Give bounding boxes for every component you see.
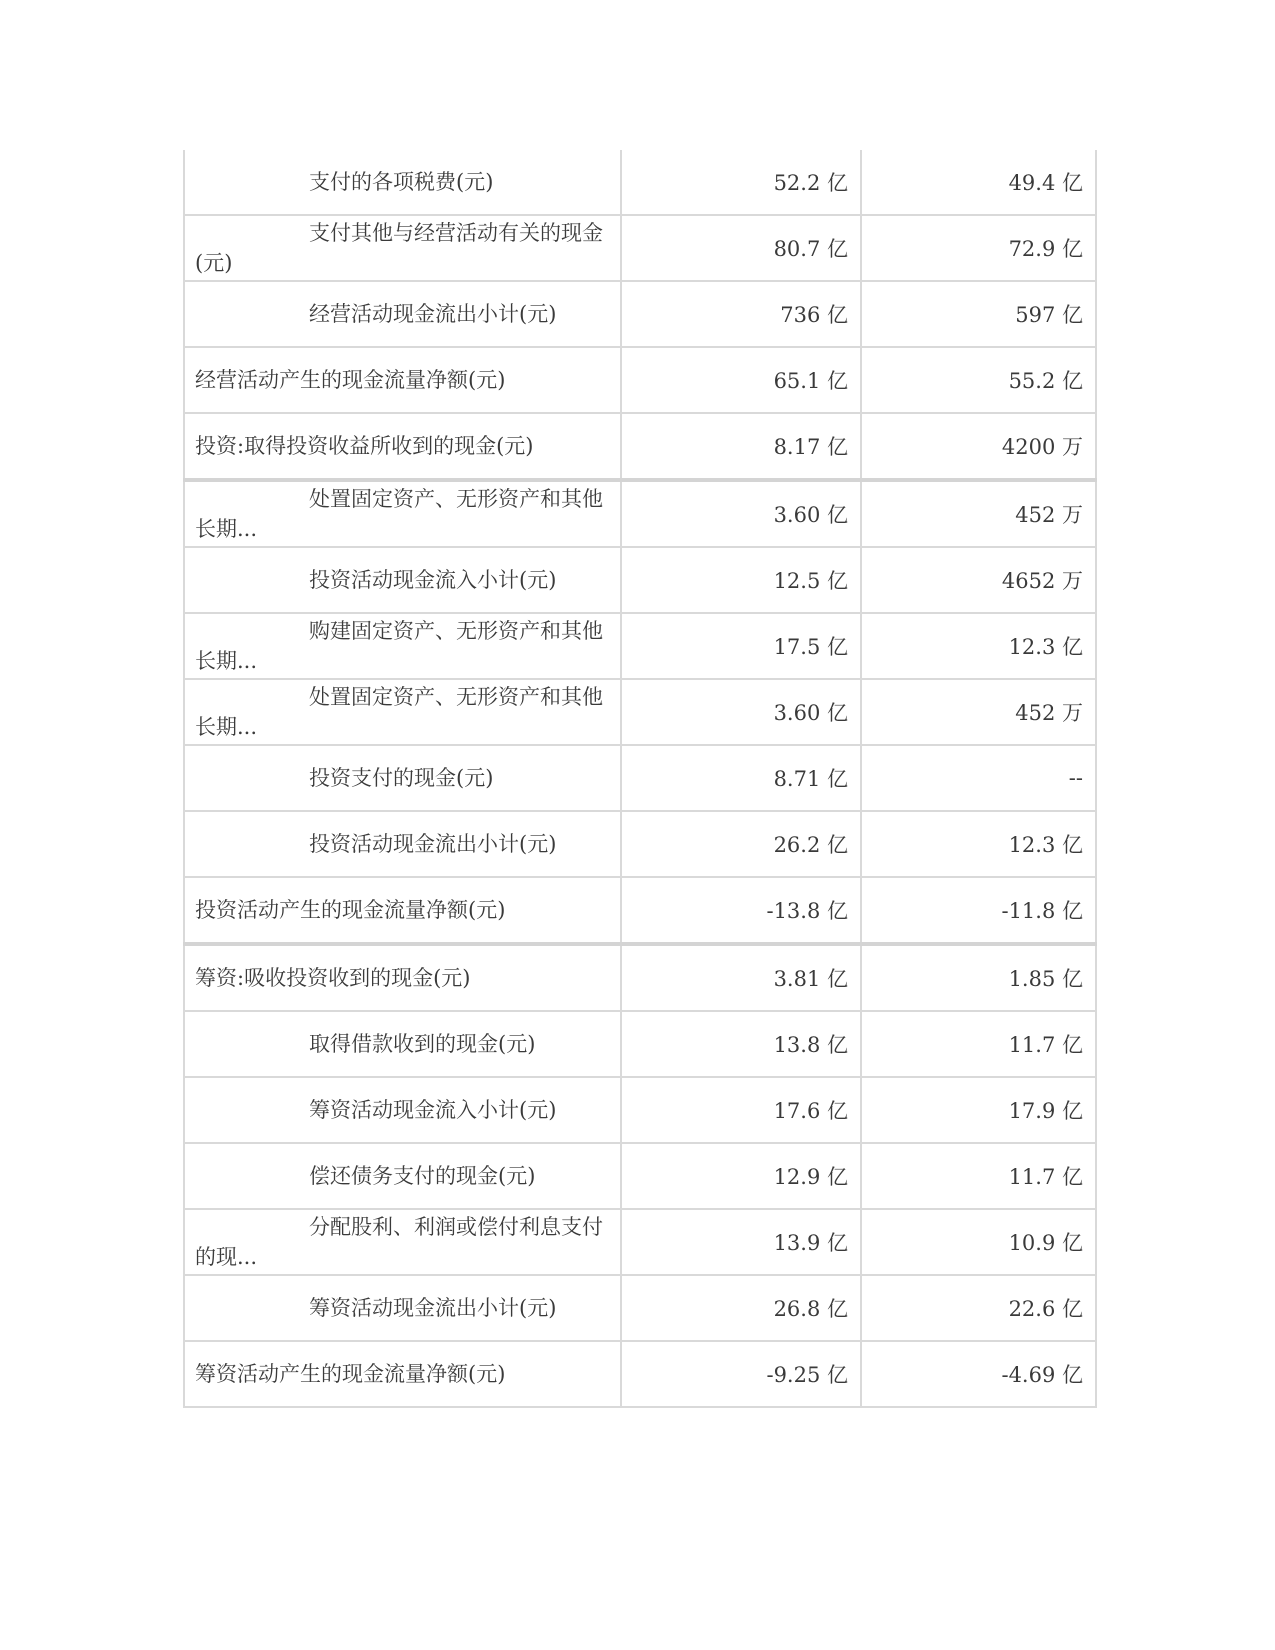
current-period-value: 736 亿 xyxy=(621,281,861,347)
table-row xyxy=(184,347,1096,413)
row-label: 分配股利、利润或偿付利息支付的现... xyxy=(184,1209,621,1275)
row-label: 经营活动产生的现金流量净额(元) xyxy=(184,347,621,413)
current-period-value: 3.60 亿 xyxy=(621,679,861,745)
current-period-value: 12.9 亿 xyxy=(621,1143,861,1209)
table-row xyxy=(184,547,1096,613)
current-period-value: 3.60 亿 xyxy=(621,480,861,547)
row-label: 投资支付的现金(元) xyxy=(184,745,621,811)
current-period-value: 12.5 亿 xyxy=(621,547,861,613)
table-row xyxy=(184,877,1096,944)
current-period-value: 13.9 亿 xyxy=(621,1209,861,1275)
row-label: 支付的各项税费(元) xyxy=(184,150,621,215)
table-row xyxy=(184,413,1096,480)
row-label: 筹资活动产生的现金流量净额(元) xyxy=(184,1341,621,1407)
current-period-value: 8.71 亿 xyxy=(621,745,861,811)
prior-period-value: 4200 万 xyxy=(861,413,1096,480)
table-row xyxy=(184,1077,1096,1143)
table-row xyxy=(184,679,1096,745)
row-label: 投资活动现金流入小计(元) xyxy=(184,547,621,613)
table-row xyxy=(184,150,1096,215)
current-period-value: 17.5 亿 xyxy=(621,613,861,679)
row-label: 取得借款收到的现金(元) xyxy=(184,1011,621,1077)
prior-period-value: 11.7 亿 xyxy=(861,1011,1096,1077)
row-label: 投资活动产生的现金流量净额(元) xyxy=(184,877,621,944)
table-row xyxy=(184,944,1096,1011)
row-label: 购建固定资产、无形资产和其他长期... xyxy=(184,613,621,679)
table-row xyxy=(184,1341,1096,1407)
prior-period-value: -11.8 亿 xyxy=(861,877,1096,944)
row-label: 经营活动现金流出小计(元) xyxy=(184,281,621,347)
row-label: 支付其他与经营活动有关的现金(元) xyxy=(184,215,621,281)
current-period-value: 26.2 亿 xyxy=(621,811,861,877)
prior-period-value: 12.3 亿 xyxy=(861,811,1096,877)
current-period-value: 80.7 亿 xyxy=(621,215,861,281)
prior-period-value: 11.7 亿 xyxy=(861,1143,1096,1209)
current-period-value: 52.2 亿 xyxy=(621,150,861,215)
table-row xyxy=(184,281,1096,347)
row-label: 筹资:吸收投资收到的现金(元) xyxy=(184,944,621,1011)
prior-period-value: 10.9 亿 xyxy=(861,1209,1096,1275)
table-body xyxy=(184,150,1096,1407)
prior-period-value: 17.9 亿 xyxy=(861,1077,1096,1143)
table-row xyxy=(184,811,1096,877)
row-label: 投资活动现金流出小计(元) xyxy=(184,811,621,877)
prior-period-value: 22.6 亿 xyxy=(861,1275,1096,1341)
prior-period-value: 4652 万 xyxy=(861,547,1096,613)
prior-period-value: 452 万 xyxy=(861,480,1096,547)
current-period-value: 17.6 亿 xyxy=(621,1077,861,1143)
prior-period-value: 452 万 xyxy=(861,679,1096,745)
table-row xyxy=(184,215,1096,281)
prior-period-value: 12.3 亿 xyxy=(861,613,1096,679)
table-row xyxy=(184,1143,1096,1209)
current-period-value: 13.8 亿 xyxy=(621,1011,861,1077)
prior-period-value: 49.4 亿 xyxy=(861,150,1096,215)
table-row xyxy=(184,480,1096,547)
table-row xyxy=(184,745,1096,811)
row-label: 筹资活动现金流出小计(元) xyxy=(184,1275,621,1341)
row-label: 投资:取得投资收益所收到的现金(元) xyxy=(184,413,621,480)
prior-period-value: -4.69 亿 xyxy=(861,1341,1096,1407)
prior-period-value: -- xyxy=(861,745,1096,811)
prior-period-value: 1.85 亿 xyxy=(861,944,1096,1011)
row-label: 处置固定资产、无形资产和其他长期... xyxy=(184,480,621,547)
row-label: 筹资活动现金流入小计(元) xyxy=(184,1077,621,1143)
prior-period-value: 55.2 亿 xyxy=(861,347,1096,413)
table-row xyxy=(184,1275,1096,1341)
prior-period-value: 72.9 亿 xyxy=(861,215,1096,281)
current-period-value: -9.25 亿 xyxy=(621,1341,861,1407)
row-label: 处置固定资产、无形资产和其他长期... xyxy=(184,679,621,745)
table-row xyxy=(184,1011,1096,1077)
table-row xyxy=(184,1209,1096,1275)
current-period-value: 65.1 亿 xyxy=(621,347,861,413)
table-row xyxy=(184,613,1096,679)
prior-period-value: 597 亿 xyxy=(861,281,1096,347)
current-period-value: 8.17 亿 xyxy=(621,413,861,480)
current-period-value: -13.8 亿 xyxy=(621,877,861,944)
cash-flow-table xyxy=(183,150,1097,1408)
row-label: 偿还债务支付的现金(元) xyxy=(184,1143,621,1209)
current-period-value: 3.81 亿 xyxy=(621,944,861,1011)
current-period-value: 26.8 亿 xyxy=(621,1275,861,1341)
